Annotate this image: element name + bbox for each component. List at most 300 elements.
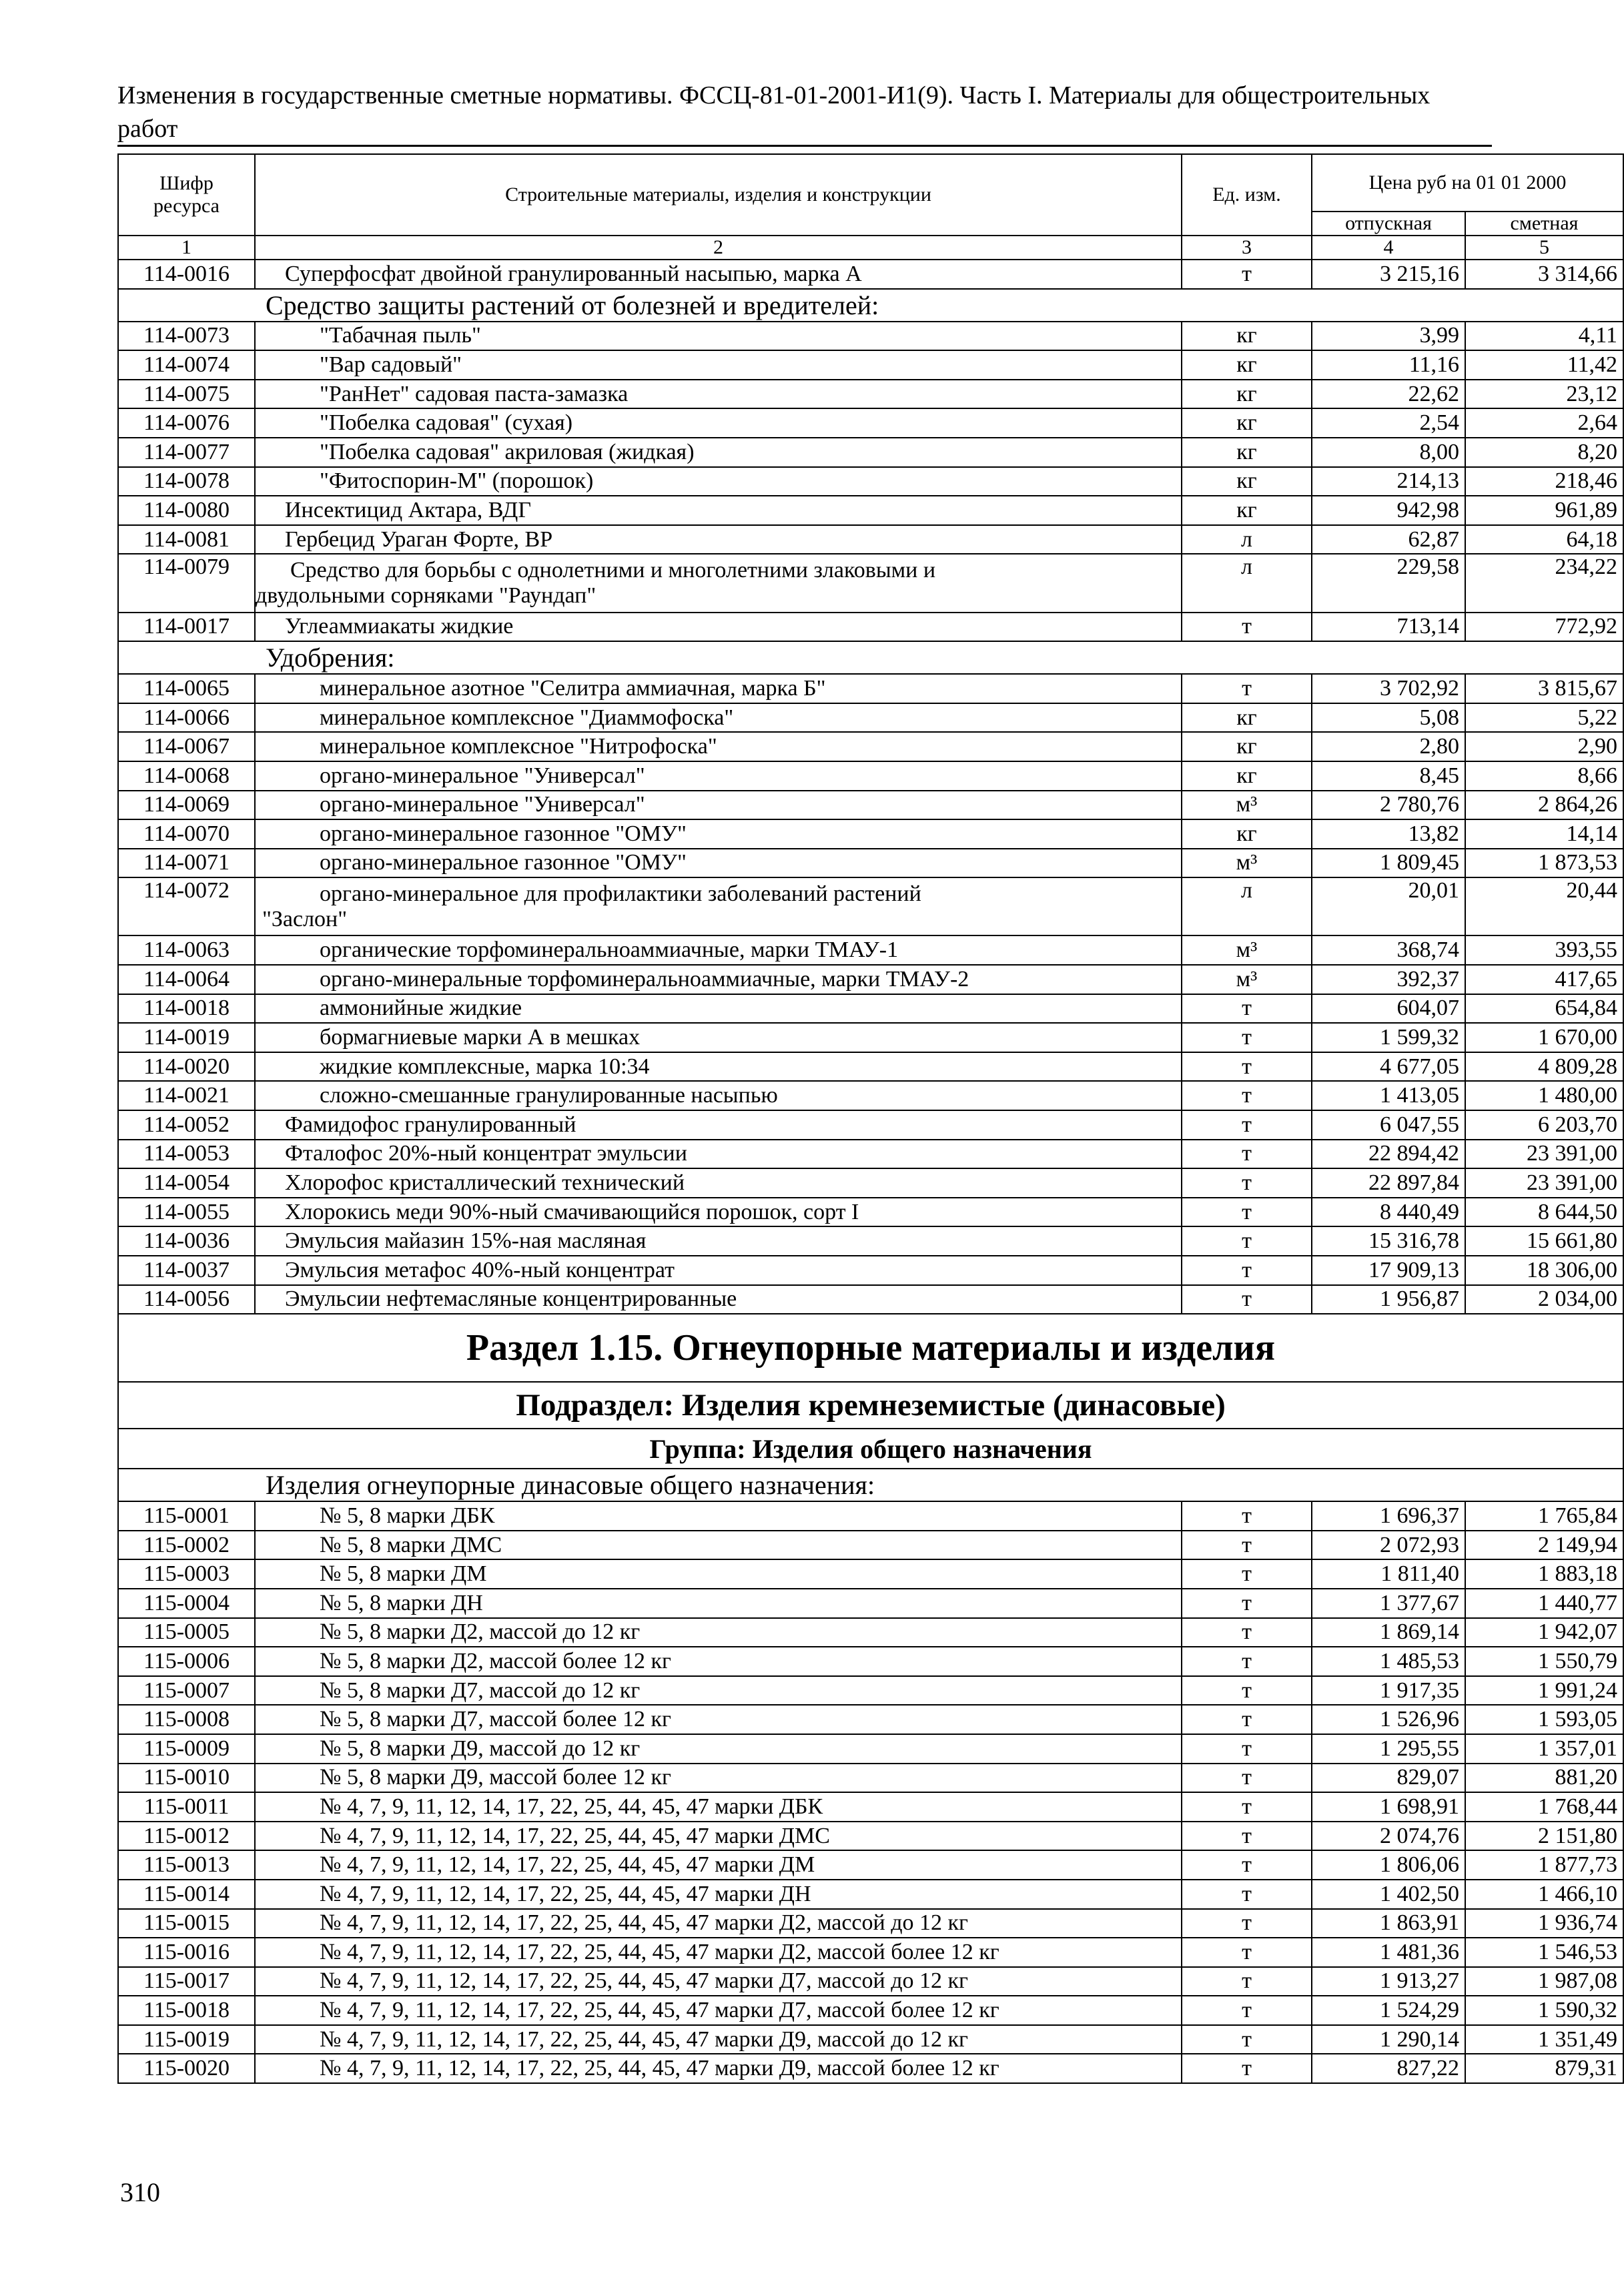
table-row — [118, 1909, 1623, 1938]
cell-name: Эмульсии нефтемасляные концентрированные — [255, 1285, 1182, 1314]
cell-release: 1 917,35 — [1312, 1676, 1465, 1705]
group-label: Удобрения: — [118, 641, 1623, 674]
cell-name: Фамидофос гранулированный — [255, 1110, 1182, 1140]
cell-release: 2 074,76 — [1312, 1822, 1465, 1851]
cell-name: Хлорофос кристаллический технический — [255, 1168, 1182, 1198]
table-row — [118, 1198, 1623, 1227]
cell-code: 114-0069 — [118, 791, 255, 820]
cell-code: 115-0004 — [118, 1589, 255, 1618]
table-row — [118, 849, 1623, 878]
table-row — [118, 2054, 1623, 2083]
cell-code: 114-0081 — [118, 525, 255, 554]
cell-unit: кг — [1182, 703, 1312, 733]
cell-estimate: 5,22 — [1465, 703, 1623, 733]
cell-release: 17 909,13 — [1312, 1256, 1465, 1285]
cell-release: 1 806,06 — [1312, 1850, 1465, 1880]
group-row-dinas — [118, 1469, 1623, 1501]
header-release: отпускная — [1312, 212, 1465, 236]
cell-release: 1 526,96 — [1312, 1705, 1465, 1734]
colnum-4: 4 — [1312, 236, 1465, 260]
table-row — [118, 761, 1623, 791]
cell-name: № 4, 7, 9, 11, 12, 14, 17, 22, 25, 44, 45, 47 марки Д7, массой до 12 кг — [255, 1967, 1182, 1996]
cell-unit: т — [1182, 1052, 1312, 1082]
cell-code: 115-0014 — [118, 1880, 255, 1909]
table-row — [118, 965, 1623, 994]
cell-name: № 4, 7, 9, 11, 12, 14, 17, 22, 25, 44, 45, 47 марки Д7, массой более 12 кг — [255, 1996, 1182, 2025]
cell-release: 22,62 — [1312, 380, 1465, 409]
cell-release: 8,45 — [1312, 761, 1465, 791]
table-row — [118, 1822, 1623, 1851]
cell-release: 1 698,91 — [1312, 1792, 1465, 1822]
cell-estimate: 881,20 — [1465, 1764, 1623, 1793]
cell-release: 2 780,76 — [1312, 791, 1465, 820]
cell-name: Углеаммиакаты жидкие — [255, 613, 1182, 642]
cell-release: 713,14 — [1312, 613, 1465, 642]
cell-code: 114-0021 — [118, 1081, 255, 1110]
cell-unit: т — [1182, 1676, 1312, 1705]
cell-unit: т — [1182, 1647, 1312, 1676]
cell-name: органо-минеральное газонное "ОМУ" — [255, 849, 1182, 878]
cell-unit: кг — [1182, 322, 1312, 351]
cell-code: 114-0055 — [118, 1198, 255, 1227]
cell-code: 114-0037 — [118, 1256, 255, 1285]
cell-estimate: 1 991,24 — [1465, 1676, 1623, 1705]
cell-unit: т — [1182, 1909, 1312, 1938]
cell-estimate: 1 936,74 — [1465, 1909, 1623, 1938]
cell-code: 114-0065 — [118, 674, 255, 703]
cell-release: 1 809,45 — [1312, 849, 1465, 878]
table-row — [118, 674, 1623, 703]
cell-estimate: 8,20 — [1465, 438, 1623, 467]
cell-release: 1 524,29 — [1312, 1996, 1465, 2025]
cell-unit: кг — [1182, 438, 1312, 467]
cell-release: 942,98 — [1312, 496, 1465, 525]
cell-code: 115-0013 — [118, 1850, 255, 1880]
table-row — [118, 1647, 1623, 1676]
cell-estimate: 234,22 — [1465, 554, 1623, 612]
cell-name: Инсектицид Актара, ВДГ — [255, 496, 1182, 525]
cell-unit: т — [1182, 1618, 1312, 1647]
cell-name: № 4, 7, 9, 11, 12, 14, 17, 22, 25, 44, 45, 47 марки ДМ — [255, 1850, 1182, 1880]
group-label: Изделия огнеупорные динасовые общего назначения: — [118, 1469, 1623, 1501]
cell-unit: т — [1182, 1081, 1312, 1110]
cell-unit: кг — [1182, 350, 1312, 380]
table-row — [118, 1589, 1623, 1618]
cell-release: 5,08 — [1312, 703, 1465, 733]
cell-code: 114-0016 — [118, 260, 255, 289]
colnum-3: 3 — [1182, 236, 1312, 260]
table-row — [118, 322, 1623, 351]
table-row — [118, 1226, 1623, 1256]
cell-name — [255, 554, 1182, 612]
cell-name: № 5, 8 марки Д2, массой до 12 кг — [255, 1618, 1182, 1647]
cell-estimate: 1 670,00 — [1465, 1023, 1623, 1052]
cell-estimate: 1 440,77 — [1465, 1589, 1623, 1618]
header-rule — [117, 145, 1492, 147]
cell-estimate: 8,66 — [1465, 761, 1623, 791]
cell-name: № 4, 7, 9, 11, 12, 14, 17, 22, 25, 44, 45, 47 марки Д9, массой до 12 кг — [255, 2025, 1182, 2054]
cell-name: Суперфосфат двойной гранулированный насыпью, марка А — [255, 260, 1182, 289]
table-row — [118, 1764, 1623, 1793]
cell-estimate: 14,14 — [1465, 819, 1623, 849]
cell-estimate: 1 550,79 — [1465, 1647, 1623, 1676]
cell-code: 115-0009 — [118, 1734, 255, 1764]
table-row-0072 — [118, 877, 1623, 935]
cell-release: 827,22 — [1312, 2054, 1465, 2083]
cell-release: 368,74 — [1312, 935, 1465, 965]
cell-unit: т — [1182, 1734, 1312, 1764]
cell-code: 115-0001 — [118, 1501, 255, 1531]
cell-code: 114-0067 — [118, 732, 255, 761]
cell-name: "РанНет" садовая паста-замазка — [255, 380, 1182, 409]
table-row — [118, 1256, 1623, 1285]
cell-unit: кг — [1182, 732, 1312, 761]
cell-name: "Побелка садовая" (сухая) — [255, 408, 1182, 438]
cell-unit: л — [1182, 525, 1312, 554]
cell-code: 114-0080 — [118, 496, 255, 525]
cell-unit: кг — [1182, 467, 1312, 496]
cell-estimate: 1 768,44 — [1465, 1792, 1623, 1822]
cell-unit: т — [1182, 1705, 1312, 1734]
cell-release: 3 702,92 — [1312, 674, 1465, 703]
cell-estimate: 1 351,49 — [1465, 2025, 1623, 2054]
cell-name: № 4, 7, 9, 11, 12, 14, 17, 22, 25, 44, 45, 47 марки ДМС — [255, 1822, 1182, 1851]
table-row — [118, 1734, 1623, 1764]
cell-name: № 5, 8 марки Д7, массой до 12 кг — [255, 1676, 1182, 1705]
cell-name: № 4, 7, 9, 11, 12, 14, 17, 22, 25, 44, 45, 47 марки Д9, массой более 12 кг — [255, 2054, 1182, 2083]
cell-name: № 4, 7, 9, 11, 12, 14, 17, 22, 25, 44, 45, 47 марки ДБК — [255, 1792, 1182, 1822]
cell-unit: т — [1182, 1559, 1312, 1589]
colnum-1: 1 — [118, 236, 255, 260]
cell-release: 13,82 — [1312, 819, 1465, 849]
cell-release: 1 377,67 — [1312, 1589, 1465, 1618]
cell-estimate: 23,12 — [1465, 380, 1623, 409]
cell-name: Хлорокись меди 90%-ный смачивающийся порошок, сорт I — [255, 1198, 1182, 1227]
table-row — [118, 1285, 1623, 1314]
cell-name: минеральное комплексное "Диаммофоска" — [255, 703, 1182, 733]
cell-estimate: 1 546,53 — [1465, 1938, 1623, 1967]
cell-unit: т — [1182, 1285, 1312, 1314]
cell-unit: л — [1182, 554, 1312, 612]
cell-unit: т — [1182, 994, 1312, 1024]
cell-estimate: 4 809,28 — [1465, 1052, 1623, 1082]
cell-unit: т — [1182, 1996, 1312, 2025]
cell-release: 1 599,32 — [1312, 1023, 1465, 1052]
cell-name: "Побелка садовая" акриловая (жидкая) — [255, 438, 1182, 467]
cell-release: 1 485,53 — [1312, 1647, 1465, 1676]
cell-code: 114-0036 — [118, 1226, 255, 1256]
cell-release: 1 696,37 — [1312, 1501, 1465, 1531]
cell-unit: т — [1182, 1822, 1312, 1851]
cell-unit: м³ — [1182, 849, 1312, 878]
cell-name: № 5, 8 марки Д9, массой более 12 кг — [255, 1764, 1182, 1793]
cell-estimate: 20,44 — [1465, 877, 1623, 935]
cell-unit: т — [1182, 1850, 1312, 1880]
cell-release: 22 897,84 — [1312, 1168, 1465, 1198]
cell-code: 115-0006 — [118, 1647, 255, 1676]
cell-release: 829,07 — [1312, 1764, 1465, 1793]
group-label: Средство защиты растений от болезней и вредителей: — [118, 289, 1623, 322]
cell-release: 3 215,16 — [1312, 260, 1465, 289]
cell-code: 115-0005 — [118, 1618, 255, 1647]
table-row — [118, 1850, 1623, 1880]
cell-code: 115-0018 — [118, 1996, 255, 2025]
group-row-fertilizers — [118, 641, 1623, 674]
cell-name: органо-минеральное "Универсал" — [255, 791, 1182, 820]
cell-unit: т — [1182, 1256, 1312, 1285]
table-row — [118, 2025, 1623, 2054]
cell-name: № 5, 8 марки Д9, массой до 12 кг — [255, 1734, 1182, 1764]
cell-name: органо-минеральные торфоминеральноаммиачные, марки ТМАУ-2 — [255, 965, 1182, 994]
cell-code: 115-0008 — [118, 1705, 255, 1734]
colnum-2: 2 — [255, 236, 1182, 260]
cell-code: 115-0016 — [118, 1938, 255, 1967]
cell-name: Эмульсия метафос 40%-ный концентрат — [255, 1256, 1182, 1285]
table-row — [118, 1705, 1623, 1734]
cell-name-line2: двудольными сорняками "Раундап" — [256, 583, 596, 608]
table-row — [118, 1168, 1623, 1198]
header-estimate: сметная — [1465, 212, 1623, 236]
cell-code: 115-0007 — [118, 1676, 255, 1705]
cell-code: 114-0076 — [118, 408, 255, 438]
cell-unit: м³ — [1182, 935, 1312, 965]
cell-release: 1 413,05 — [1312, 1081, 1465, 1110]
group-row-plant-protection — [118, 289, 1623, 322]
cell-name: № 4, 7, 9, 11, 12, 14, 17, 22, 25, 44, 45, 47 марки Д2, массой до 12 кг — [255, 1909, 1182, 1938]
cell-unit: т — [1182, 1140, 1312, 1169]
cell-name: минеральное азотное "Селитра аммиачная, марка Б" — [255, 674, 1182, 703]
cell-name: № 5, 8 марки ДМ — [255, 1559, 1182, 1589]
cell-code: 114-0075 — [118, 380, 255, 409]
subsection-title: Подраздел: Изделия кремнеземистые (динасовые) — [118, 1382, 1623, 1429]
cell-estimate: 11,42 — [1465, 350, 1623, 380]
cell-code: 114-0079 — [118, 554, 255, 612]
cell-unit: т — [1182, 1198, 1312, 1227]
cell-unit: т — [1182, 1880, 1312, 1909]
cell-estimate: 8 644,50 — [1465, 1198, 1623, 1227]
table-row — [118, 1676, 1623, 1705]
cell-code: 115-0011 — [118, 1792, 255, 1822]
cell-code: 114-0073 — [118, 322, 255, 351]
table-row — [118, 1023, 1623, 1052]
cell-unit: м³ — [1182, 965, 1312, 994]
cell-name: "Фитоспорин-М" (порошок) — [255, 467, 1182, 496]
cell-unit: т — [1182, 1501, 1312, 1531]
cell-estimate: 1 466,10 — [1465, 1880, 1623, 1909]
cell-estimate: 1 873,53 — [1465, 849, 1623, 878]
cell-estimate: 417,65 — [1465, 965, 1623, 994]
cell-estimate: 2 864,26 — [1465, 791, 1623, 820]
cell-name: аммонийные жидкие — [255, 994, 1182, 1024]
cell-code: 115-0010 — [118, 1764, 255, 1793]
cell-estimate: 218,46 — [1465, 467, 1623, 496]
cell-estimate: 6 203,70 — [1465, 1110, 1623, 1140]
cell-unit: кг — [1182, 496, 1312, 525]
cell-estimate: 1 590,32 — [1465, 1996, 1623, 2025]
table-row — [118, 1792, 1623, 1822]
cell-estimate: 23 391,00 — [1465, 1140, 1623, 1169]
cell-code: 114-0018 — [118, 994, 255, 1024]
cell-estimate: 393,55 — [1465, 935, 1623, 965]
cell-name-line1: органо-минеральное для профилактики заболеваний растений — [320, 881, 921, 906]
cell-unit: т — [1182, 1938, 1312, 1967]
cell-release: 8,00 — [1312, 438, 1465, 467]
cell-estimate: 4,11 — [1465, 322, 1623, 351]
cell-code: 114-0017 — [118, 613, 255, 642]
cell-code: 114-0070 — [118, 819, 255, 849]
cell-code: 115-0020 — [118, 2054, 255, 2083]
table-row-0079 — [118, 554, 1623, 612]
cell-unit: кг — [1182, 380, 1312, 409]
cell-code: 114-0078 — [118, 467, 255, 496]
cell-release: 2,54 — [1312, 408, 1465, 438]
cell-release: 1 913,27 — [1312, 1967, 1465, 1996]
cell-unit: т — [1182, 1168, 1312, 1198]
table-row — [118, 1618, 1623, 1647]
cell-estimate: 64,18 — [1465, 525, 1623, 554]
cell-release: 1 290,14 — [1312, 2025, 1465, 2054]
cell-name: № 5, 8 марки ДБК — [255, 1501, 1182, 1531]
cell-name: сложно-смешанные гранулированные насыпью — [255, 1081, 1182, 1110]
cell-name: № 4, 7, 9, 11, 12, 14, 17, 22, 25, 44, 45, 47 марки ДН — [255, 1880, 1182, 1909]
cell-estimate: 15 661,80 — [1465, 1226, 1623, 1256]
cell-unit: т — [1182, 674, 1312, 703]
cell-release: 604,07 — [1312, 994, 1465, 1024]
cell-estimate: 961,89 — [1465, 496, 1623, 525]
cell-release: 15 316,78 — [1312, 1226, 1465, 1256]
cell-unit: т — [1182, 1023, 1312, 1052]
table-header-row — [118, 154, 1623, 212]
cell-estimate: 2 151,80 — [1465, 1822, 1623, 1851]
table-row — [118, 1531, 1623, 1560]
cell-code: 114-0077 — [118, 438, 255, 467]
cell-estimate: 1 883,18 — [1465, 1559, 1623, 1589]
cell-code: 115-0012 — [118, 1822, 255, 1851]
cell-release: 1 956,87 — [1312, 1285, 1465, 1314]
cell-code: 115-0015 — [118, 1909, 255, 1938]
header-code: Шифр ресурса — [118, 154, 255, 236]
table-row — [118, 1938, 1623, 1967]
cell-code: 114-0071 — [118, 849, 255, 878]
table-row-0017 — [118, 613, 1623, 642]
cell-estimate: 879,31 — [1465, 2054, 1623, 2083]
cell-release: 4 677,05 — [1312, 1052, 1465, 1082]
table-row — [118, 496, 1623, 525]
header-name: Строительные материалы, изделия и конструкции — [255, 154, 1182, 236]
cell-name: "Табачная пыль" — [255, 322, 1182, 351]
page-number: 310 — [120, 2177, 160, 2207]
cell-code: 115-0017 — [118, 1967, 255, 1996]
cell-code: 115-0019 — [118, 2025, 255, 2054]
cell-code: 114-0064 — [118, 965, 255, 994]
cell-unit: т — [1182, 1764, 1312, 1793]
cell-code: 115-0003 — [118, 1559, 255, 1589]
table-row — [118, 1880, 1623, 1909]
cell-release: 3,99 — [1312, 322, 1465, 351]
cell-unit: л — [1182, 877, 1312, 935]
cell-release: 214,13 — [1312, 467, 1465, 496]
cell-estimate: 1 593,05 — [1465, 1705, 1623, 1734]
cell-release: 20,01 — [1312, 877, 1465, 935]
table-row — [118, 935, 1623, 965]
cell-release: 6 047,55 — [1312, 1110, 1465, 1140]
cell-name: № 5, 8 марки ДН — [255, 1589, 1182, 1618]
cell-name: бормагниевые марки А в мешках — [255, 1023, 1182, 1052]
table-row — [118, 1052, 1623, 1082]
cell-estimate: 2 149,94 — [1465, 1531, 1623, 1560]
cell-code: 114-0053 — [118, 1140, 255, 1169]
cell-name: органо-минеральное газонное "ОМУ" — [255, 819, 1182, 849]
cell-name: жидкие комплексные, марка 10:34 — [255, 1052, 1182, 1082]
cell-release: 1 811,40 — [1312, 1559, 1465, 1589]
table-row — [118, 525, 1623, 554]
cell-unit: т — [1182, 2054, 1312, 2083]
cell-estimate: 1 765,84 — [1465, 1501, 1623, 1531]
price-table — [117, 153, 1624, 2084]
cell-release: 1 863,91 — [1312, 1909, 1465, 1938]
cell-code: 114-0068 — [118, 761, 255, 791]
table-row — [118, 791, 1623, 820]
cell-name: № 5, 8 марки ДМС — [255, 1531, 1182, 1560]
table-row — [118, 1559, 1623, 1589]
cell-code: 114-0056 — [118, 1285, 255, 1314]
column-numbers-row — [118, 236, 1623, 260]
cell-release: 8 440,49 — [1312, 1198, 1465, 1227]
cell-unit: кг — [1182, 761, 1312, 791]
cell-estimate: 1 877,73 — [1465, 1850, 1623, 1880]
cell-unit: т — [1182, 613, 1312, 642]
section-title: Раздел 1.15. Огнеупорные материалы и изделия — [118, 1314, 1623, 1382]
cell-unit: кг — [1182, 819, 1312, 849]
cell-release: 1 402,50 — [1312, 1880, 1465, 1909]
cell-name: "Вар садовый" — [255, 350, 1182, 380]
cell-name: минеральное комплексное "Нитрофоска" — [255, 732, 1182, 761]
cell-code: 114-0074 — [118, 350, 255, 380]
cell-release: 2,80 — [1312, 732, 1465, 761]
cell-code: 114-0019 — [118, 1023, 255, 1052]
table-row — [118, 732, 1623, 761]
cell-name: № 5, 8 марки Д7, массой более 12 кг — [255, 1705, 1182, 1734]
cell-estimate: 1 942,07 — [1465, 1618, 1623, 1647]
table-row — [118, 1501, 1623, 1531]
table-row — [118, 1110, 1623, 1140]
cell-release: 1 481,36 — [1312, 1938, 1465, 1967]
cell-unit: т — [1182, 1226, 1312, 1256]
subsection-row — [118, 1382, 1623, 1429]
cell-code: 115-0002 — [118, 1531, 255, 1560]
table-row — [118, 994, 1623, 1024]
cell-release: 392,37 — [1312, 965, 1465, 994]
cell-name: Эмульсия майазин 15%-ная масляная — [255, 1226, 1182, 1256]
cell-release: 11,16 — [1312, 350, 1465, 380]
table-row — [118, 408, 1623, 438]
table-row — [118, 467, 1623, 496]
colnum-5: 5 — [1465, 236, 1623, 260]
table-row — [118, 350, 1623, 380]
cell-release: 229,58 — [1312, 554, 1465, 612]
table-row — [118, 1967, 1623, 1996]
cell-unit: т — [1182, 1589, 1312, 1618]
cell-name — [255, 877, 1182, 935]
cell-unit: т — [1182, 260, 1312, 289]
page-header: Изменения в государственные сметные нормативы. ФССЦ-81-01-2001-И1(9). Часть I. Материалы для общестроительных работ — [117, 81, 1431, 143]
cell-estimate: 1 480,00 — [1465, 1081, 1623, 1110]
cell-code: 114-0072 — [118, 877, 255, 935]
cell-unit: т — [1182, 1967, 1312, 1996]
cell-release: 1 295,55 — [1312, 1734, 1465, 1764]
cell-estimate: 2,64 — [1465, 408, 1623, 438]
group-title-row — [118, 1429, 1623, 1469]
